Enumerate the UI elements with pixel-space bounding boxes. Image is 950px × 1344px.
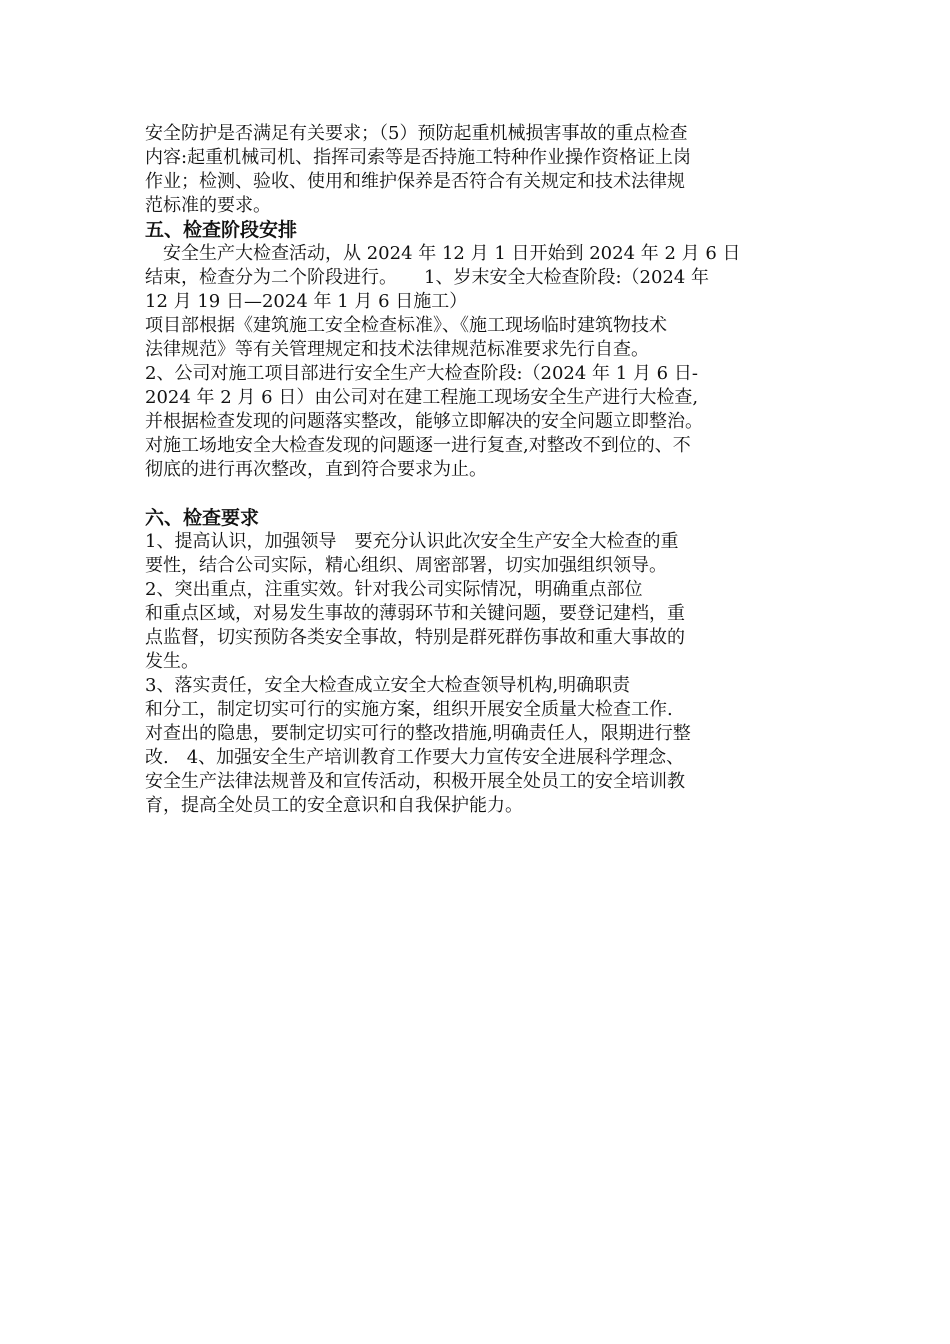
- text-line: 安全生产大检查活动，从 2024 年 12 月 1 日开始到 2024 年 2 月 6 日: [145, 243, 741, 264]
- text-line: 发生。: [145, 651, 199, 672]
- text-line: 结束，检查分为二个阶段进行。 1、岁末安全大检查阶段:（2024 年: [145, 267, 710, 288]
- text-line: 法律规范》等有关管理规定和技术法律规范标准要求先行自查。: [145, 339, 649, 360]
- text-line: 2024 年 2 月 6 日）由公司对在建工程施工现场安全生产进行大检查,: [145, 387, 699, 408]
- text-line: 对施工场地安全大检查发现的问题逐一进行复查,对整改不到位的、不: [145, 435, 691, 456]
- text-line: 1、提高认识，加强领导 要充分认识此次安全生产安全大检查的重: [145, 531, 679, 552]
- text-line: 育，提高全处员工的安全意识和自我保护能力。: [145, 795, 523, 816]
- text-line: 内容:起重机械司机、指挥司索等是否持施工特种作业操作资格证上岗: [145, 147, 692, 168]
- text-line: 2、突出重点，注重实效。针对我公司实际情况，明确重点部位: [145, 579, 643, 600]
- text-line: 改. 4、加强安全生产培训教育工作要大力宣传安全进展科学理念、: [145, 747, 685, 768]
- document-page: [145, 122, 807, 818]
- text-line: 3、落实责任，安全大检查成立安全大检查领导机构,明确职责: [145, 675, 631, 696]
- text-line: 范标准的要求。: [145, 195, 271, 216]
- text-line: 彻底的进行再次整改，直到符合要求为止。: [145, 459, 487, 480]
- text-line: 项目部根据《建筑施工安全检查标准》、《施工现场临时建筑物技术: [145, 315, 667, 336]
- text-line: 安全生产法律法规普及和宣传活动，积极开展全处员工的安全培训教: [145, 771, 685, 792]
- text-line: 2、公司对施工项目部进行安全生产大检查阶段:（2024 年 1 月 6 日-: [145, 363, 698, 384]
- text-line: 和分工，制定切实可行的实施方案，组织开展安全质量大检查工作.: [145, 699, 673, 720]
- text-line: 和重点区域，对易发生事故的薄弱环节和关键问题，要登记建档，重: [145, 603, 685, 624]
- section-6-heading: 六、检查要求: [145, 507, 260, 529]
- text-line: 12 月 19 日—2024 年 1 月 6 日施工）: [145, 291, 468, 312]
- blank-line: [145, 482, 807, 506]
- text-line: 并根据检查发现的问题落实整改，能够立即解决的安全问题立即整治。: [145, 411, 703, 432]
- text-line: 对查出的隐患，要制定切实可行的整改措施,明确责任人，限期进行整: [145, 723, 691, 744]
- text-line: 作业；检测、验收、使用和维护保养是否符合有关规定和技术法律规: [145, 171, 685, 192]
- text-line: 要性，结合公司实际，精心组织、周密部署，切实加强组织领导。: [145, 555, 667, 576]
- section-5-heading: 五、检查阶段安排: [145, 219, 298, 241]
- text-line: 安全防护是否满足有关要求；（5）预防起重机械损害事故的重点检查: [145, 123, 688, 144]
- text-line: 点监督，切实预防各类安全事故，特别是群死群伤事故和重大事故的: [145, 627, 685, 648]
